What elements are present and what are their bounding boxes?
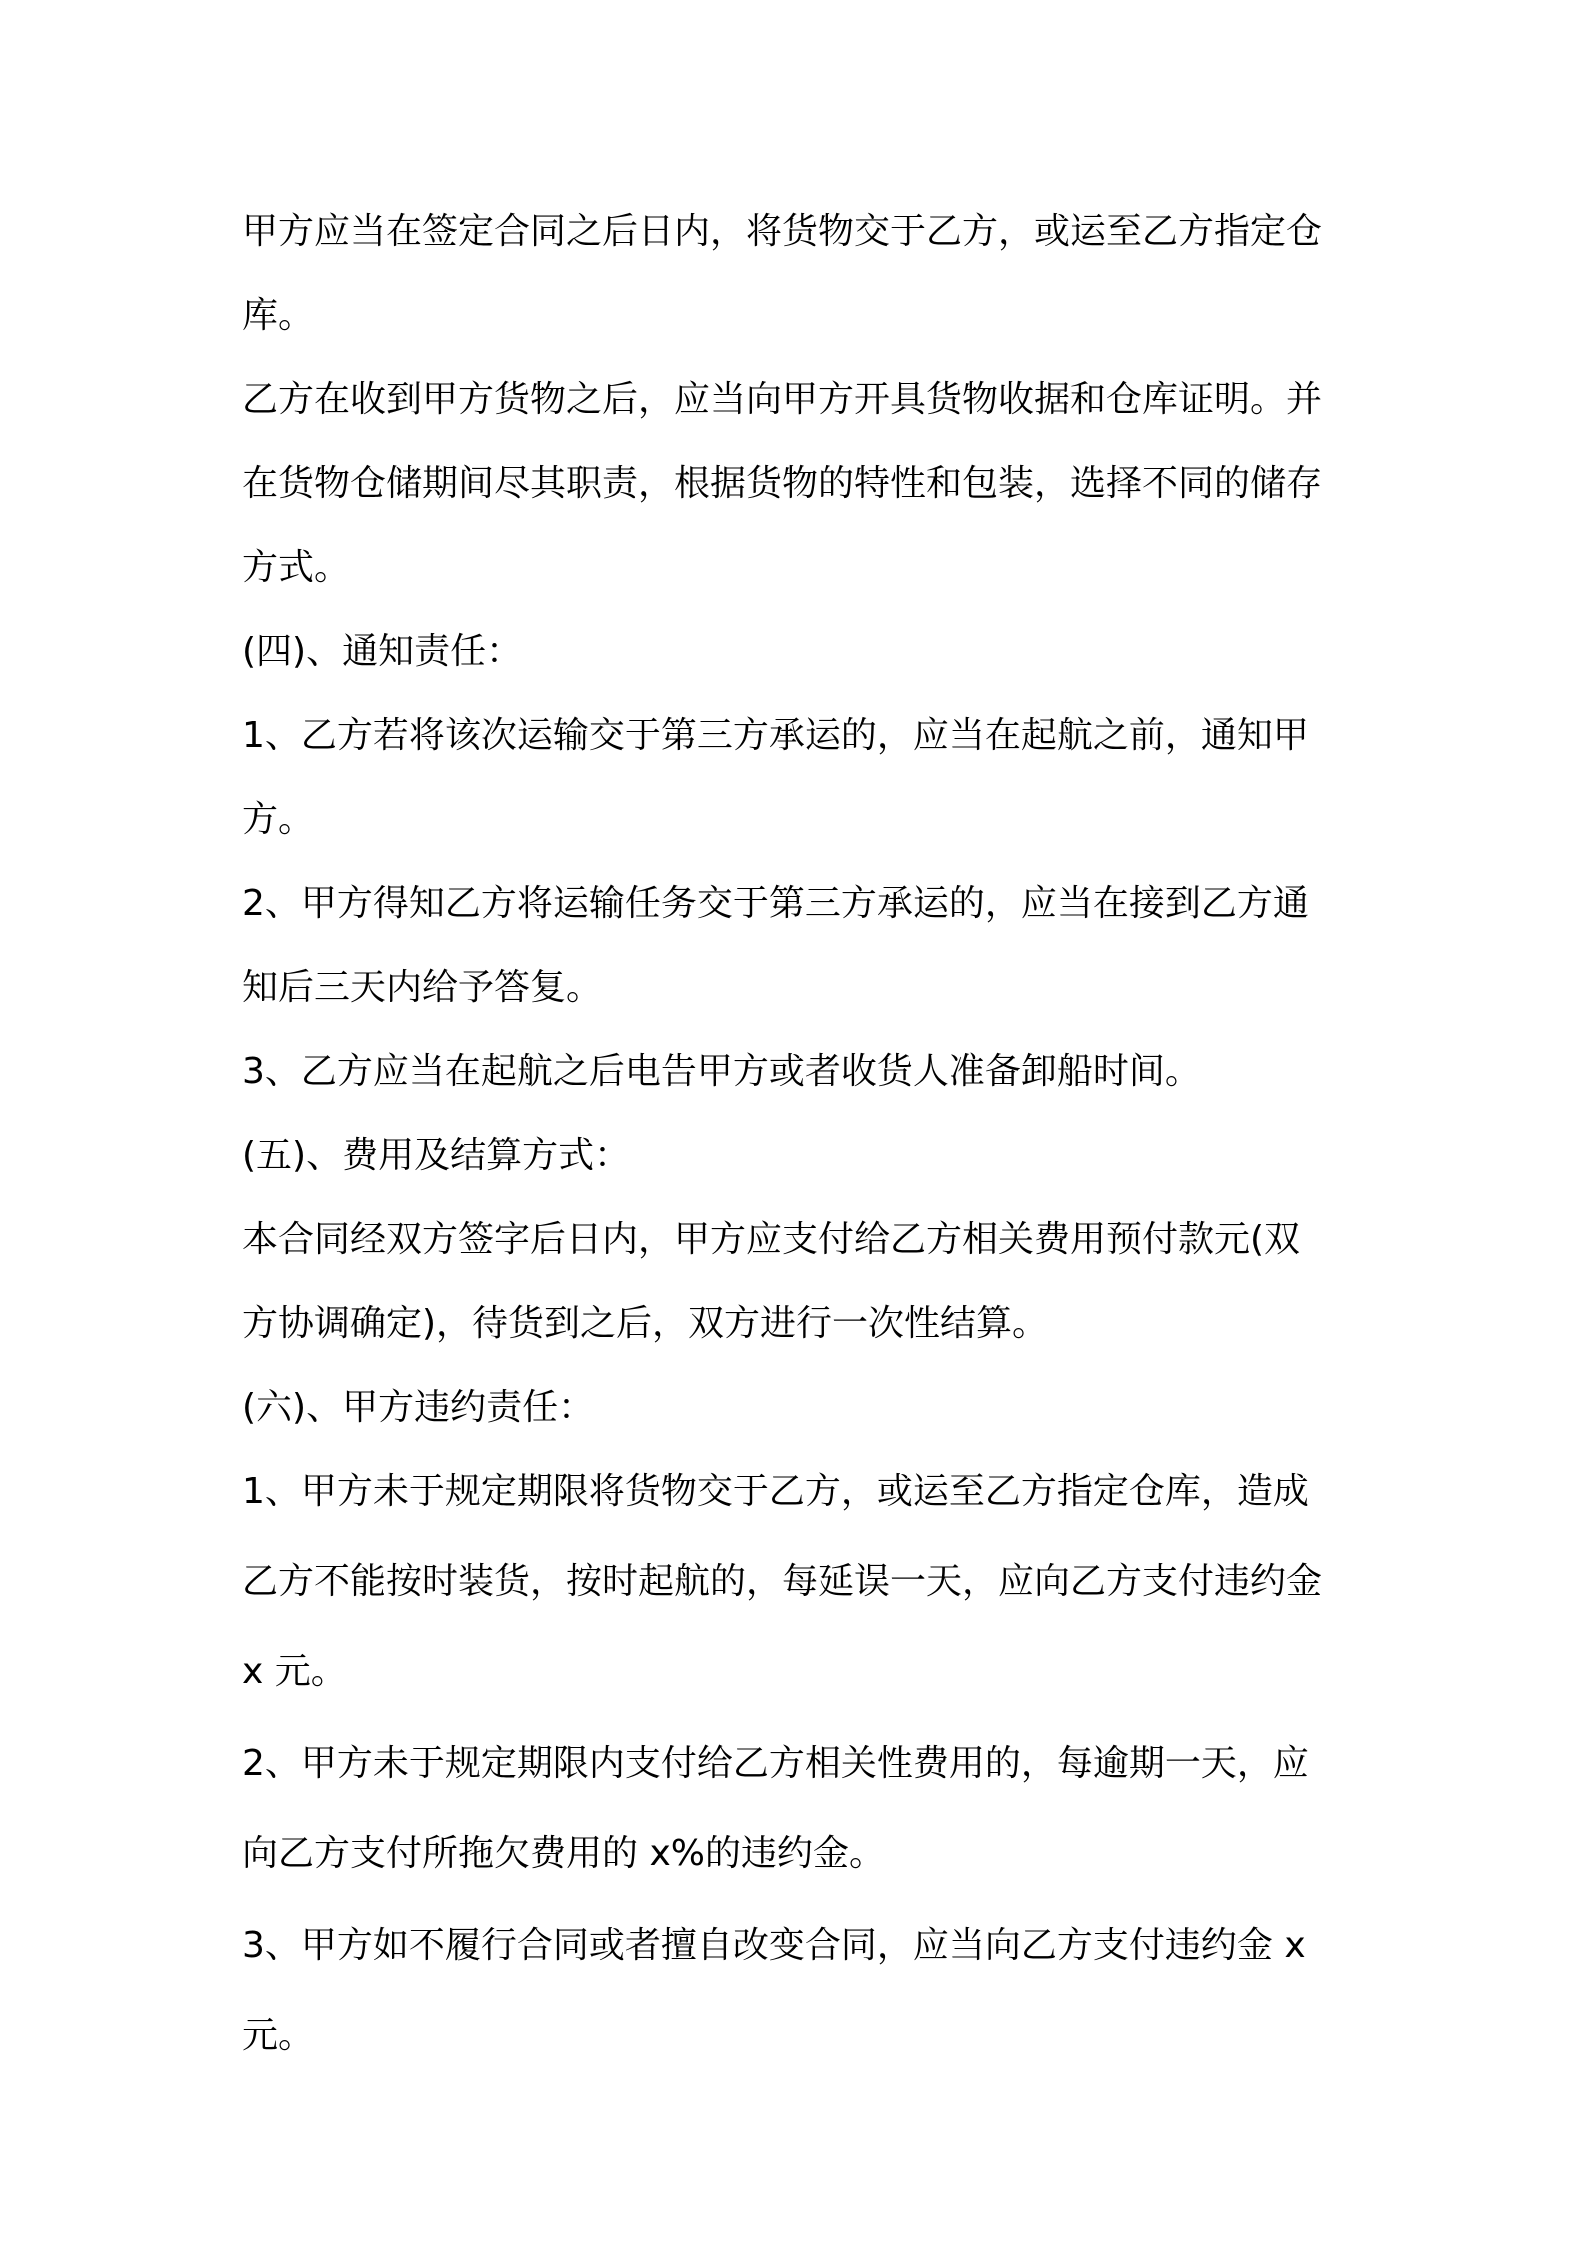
section-heading-notification (242, 610, 1362, 694)
paragraph-line: x 元。 (242, 1651, 347, 1692)
paragraph-line: 方协调确定)，待货到之后，双方进行一次性结算。 (242, 1303, 1049, 1344)
clause-6-2 (242, 1716, 1362, 1896)
paragraph-line: 1、乙方若将该次运输交于第三方承运的，应当在起航之前，通知甲 (242, 715, 1309, 756)
clause-6-1 (242, 1450, 1362, 1714)
paragraph-line: 1、甲方未于规定期限将货物交于乙方，或运至乙方指定仓库，造成 (242, 1471, 1309, 1512)
paragraph-line: 3、乙方应当在起航之后电告甲方或者收货人准备卸船时间。 (242, 1051, 1201, 1092)
paragraph-line: 3、甲方如不履行合同或者擅自改变合同，应当向乙方支付违约金 x (242, 1925, 1306, 1966)
heading-line: (六)、甲方违约责任： (242, 1387, 595, 1428)
paragraph-receipt-obligation (242, 358, 1362, 610)
clause-4-3 (242, 1030, 1362, 1114)
section-heading-party-a-breach (242, 1366, 1362, 1450)
paragraph-line: 在货物仓储期间尽其职责，根据货物的特性和包装，选择不同的储存 (242, 463, 1323, 504)
paragraph-line: 库。 (242, 295, 315, 336)
paragraph-line: 本合同经双方签字后日内，甲方应支付给乙方相关费用预付款元(双 (242, 1219, 1301, 1260)
clause-4-2 (242, 862, 1362, 1030)
paragraph-line: 知后三天内给予答复。 (242, 967, 603, 1008)
clause-5-body (242, 1198, 1362, 1366)
paragraph-line: 方。 (242, 799, 315, 840)
paragraph-line: 元。 (242, 2015, 315, 2056)
clause-4-1 (242, 694, 1362, 862)
paragraph-line: 乙方在收到甲方货物之后，应当向甲方开具货物收据和仓库证明。并 (242, 379, 1323, 420)
paragraph-line: 甲方应当在签定合同之后日内，将货物交于乙方，或运至乙方指定仓 (242, 211, 1323, 252)
clause-6-3 (242, 1898, 1362, 2078)
paragraph-line: 2、甲方未于规定期限内支付给乙方相关性费用的，每逾期一天，应 (242, 1743, 1309, 1784)
paragraph-line: 乙方不能按时装货，按时起航的，每延误一天，应向乙方支付违约金 (242, 1561, 1323, 1602)
paragraph-delivery-obligation (242, 190, 1362, 358)
heading-line: (五)、费用及结算方式： (242, 1135, 631, 1176)
paragraph-line: 方式。 (242, 547, 351, 588)
heading-line: (四)、通知责任： (242, 631, 523, 672)
section-heading-fees (242, 1114, 1362, 1198)
paragraph-line: 向乙方支付所拖欠费用的 x%的违约金。 (242, 1833, 885, 1874)
paragraph-line: 2、甲方得知乙方将运输任务交于第三方承运的，应当在接到乙方通 (242, 883, 1309, 924)
